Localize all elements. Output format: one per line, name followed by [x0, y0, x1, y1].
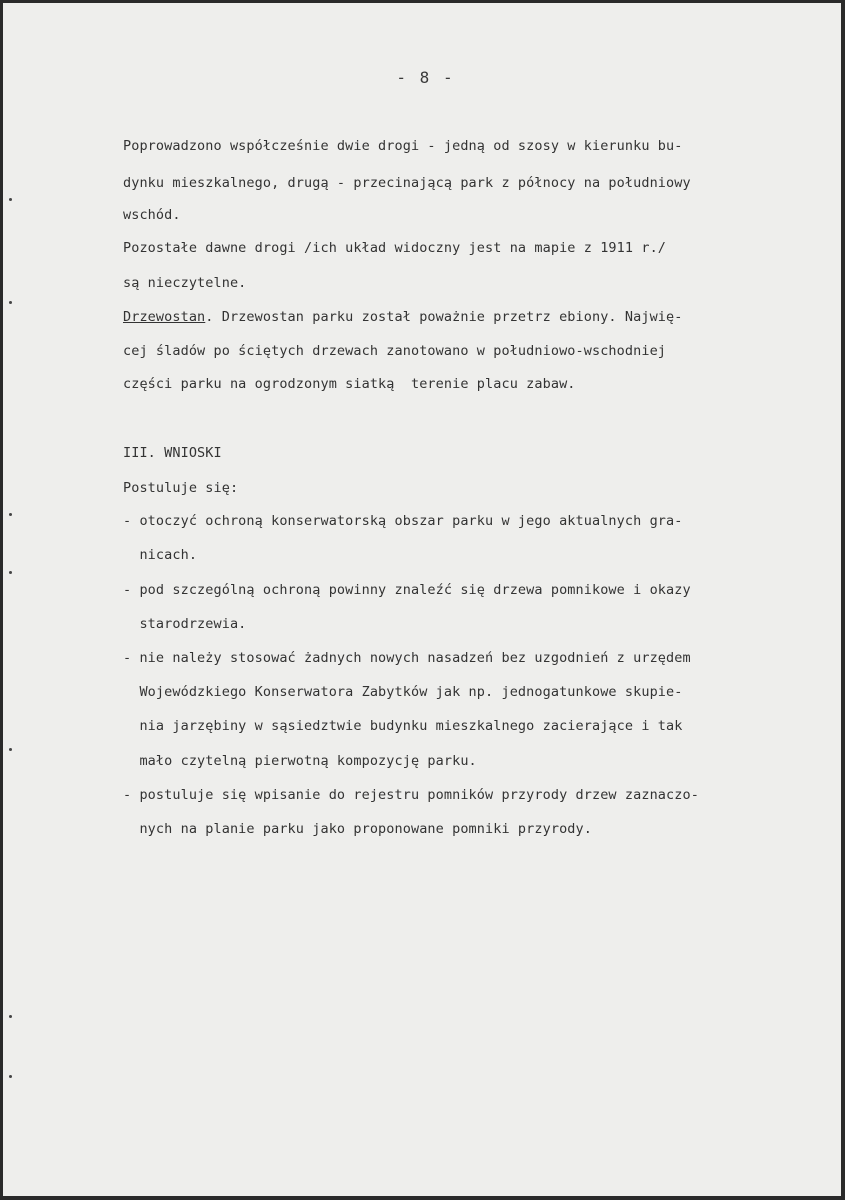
punch-mark: [9, 513, 12, 516]
section-heading-wnioski: III. WNIOSKI: [123, 445, 222, 461]
punch-mark: [9, 571, 12, 574]
paragraph-line: Pozostałe dawne drogi /ich układ widoczny jest na mapie z 1911 r./: [123, 240, 667, 256]
list-item-line: nicach.: [123, 547, 198, 563]
paragraph-text: . Drzewostan parku został poważnie przetrz ebiony. Najwię-: [205, 309, 683, 325]
list-item-line: nia jarzębiny w sąsiedztwie budynku mieszkalnego zacierające i tak: [123, 718, 683, 734]
list-item-line: - pod szczególną ochroną powinny znaleźć się drzewa pomnikowe i okazy: [123, 582, 691, 598]
list-item-line: - nie należy stosować żadnych nowych nasadzeń bez uzgodnień z urzędem: [123, 650, 691, 666]
paragraph-line: Poprowadzono współcześnie dwie drogi - jedną od szosy w kierunku bu-: [123, 138, 683, 154]
punch-mark: [9, 198, 12, 201]
list-item-line: starodrzewia.: [123, 616, 247, 632]
document-page: [3, 3, 841, 1196]
paragraph-line: dynku mieszkalnego, drugą - przecinającą park z północy na południowy: [123, 175, 691, 191]
punch-mark: [9, 1075, 12, 1078]
punch-mark: [9, 748, 12, 751]
punch-mark: [9, 301, 12, 304]
paragraph-line: wschód.: [123, 207, 181, 223]
section-heading-drzewostan: Drzewostan: [123, 309, 206, 325]
list-item-line: - postuluje się wpisanie do rejestru pomników przyrody drzew zaznaczo-: [123, 787, 699, 803]
paragraph-line: są nieczytelne.: [123, 275, 247, 291]
list-item-line: mało czytelną pierwotną kompozycję parku.: [123, 753, 477, 769]
paragraph-line: cej śladów po ściętych drzewach zanotowano w południowo-wschodniej: [123, 343, 667, 359]
paragraph-line: Postuluje się:: [123, 480, 239, 496]
paragraph-line: [123, 309, 683, 325]
list-item-line: nych na planie parku jako proponowane pomniki przyrody.: [123, 821, 592, 837]
punch-mark: [9, 1015, 12, 1018]
list-item-line: - otoczyć ochroną konserwatorską obszar parku w jego aktualnych gra-: [123, 513, 683, 529]
page-number: - 8 -: [396, 68, 455, 87]
paragraph-line: części parku na ogrodzonym siatką terenie placu zabaw.: [123, 376, 576, 392]
list-item-line: Wojewódzkiego Konserwatora Zabytków jak np. jednogatunkowe skupie-: [123, 684, 683, 700]
